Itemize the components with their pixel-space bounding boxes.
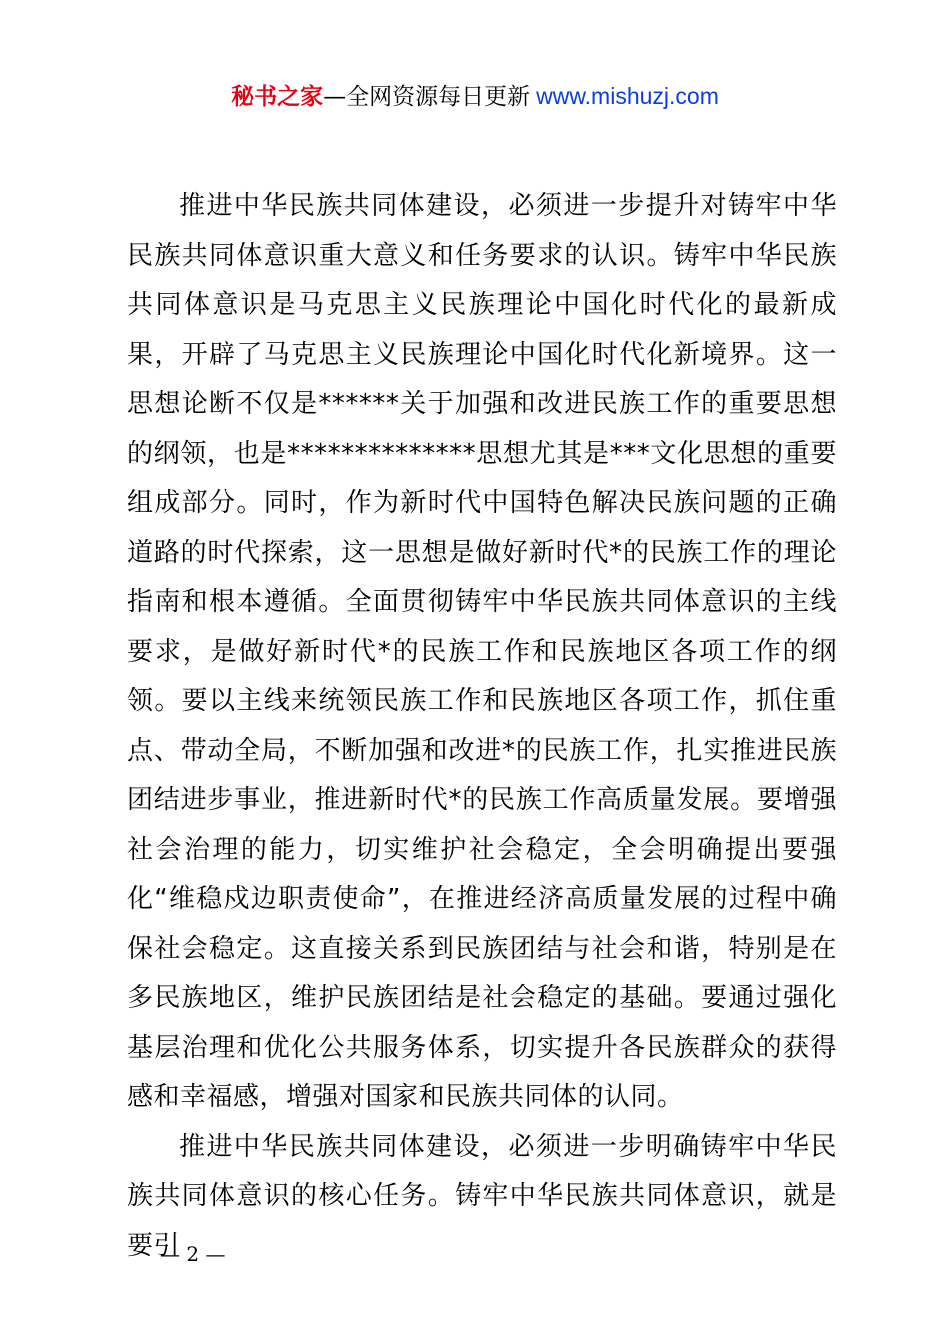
paragraph-1: 推进中华民族共同体建设，必须进一步提升对铸牢中华民族共同体意识重大意义和任务要求的认识。铸牢中华民族共同体意识是马克思主义民族理论中国化时代化的最新成果，开辟了马克思主义民族理论中国化时代化新境界。这一思想论断不仅是******关于加强和改进民族工作的重要思想的纲领，也是**************思想尤其是***文化思想的重要组成部分。同时，作为新时代中国特色解决民族问题的正确道路的时代探索，这一思想是做好新时代*的民族工作的理论指南和根本遵循。全面贯彻铸牢中华民族共同体意识的主线要求，是做好新时代*的民族工作和民族地区各项工作的纲领。要以主线来统领民族工作和民族地区各项工作，抓住重点、带动全局，不断加强和改进*的民族工作，扎实推进民族团结进步事业，推进新时代*的民族工作高质量发展。要增强社会治理的能力，切实维护社会稳定，全会明确提出要强化“维稳戍边职责使命”，在推进经济高质量发展的过程中确保社会稳定。这直接关系到民族团结与社会和谐，特别是在多民族地区，维护民族团结是社会稳定的基础。要通过强化基层治理和优化公共服务体系，切实提升各民族群众的获得感和幸福感，增强对国家和民族共同体的认同。 [127,191,837,1112]
site-url-link[interactable]: www.mishuzj.com [536,83,719,109]
brand-name: 秘书之家 [231,84,324,110]
page-number: — 2 — [160,1242,226,1266]
document-body [127,182,837,1271]
header-tagline: —全网资源每日更新 [323,84,531,110]
paragraph-2: 推进中华民族共同体建设，必须进一步明确铸牢中华民族共同体意识的核心任务。铸牢中华民族共同体意识，就是要引 [127,1131,837,1261]
site-header [0,80,950,113]
